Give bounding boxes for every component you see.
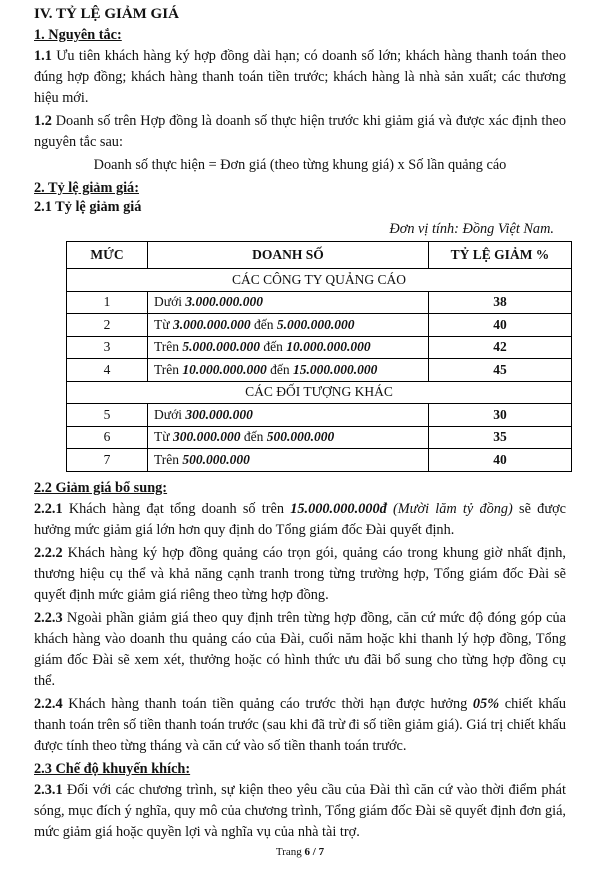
revenue-amount-to: 500.000.000 bbox=[266, 429, 335, 445]
table-body bbox=[67, 269, 572, 472]
paragraph-1-1 bbox=[34, 46, 566, 109]
para-text: Ưu tiên khách hàng ký hợp đồng dài hạn; có doanh số lớn; khách hàng thanh toán theo đúng hợp đồng; khách hàng thanh toán tiền trước; khách hàng là nhà sản xuất; các thương hiệu mới. bbox=[34, 48, 566, 106]
paragraph-2-2-4 bbox=[34, 694, 566, 757]
para-number: 2.2.3 bbox=[34, 609, 63, 626]
para-number: 2.3.1 bbox=[34, 781, 63, 798]
revenue-cell bbox=[148, 359, 429, 382]
document-page bbox=[34, 6, 566, 845]
discount-table bbox=[66, 241, 572, 472]
revenue-prefix: Trên bbox=[154, 339, 183, 355]
paragraph-2-2-2 bbox=[34, 543, 566, 606]
table-row bbox=[67, 314, 572, 337]
revenue-prefix: Từ bbox=[154, 316, 173, 332]
revenue-cell bbox=[148, 426, 429, 449]
level-cell: 1 bbox=[67, 291, 148, 314]
revenue-formula: Doanh số thực hiện = Đơn giá (theo từng khung giá) x Số lần quảng cáo bbox=[93, 157, 507, 173]
group-other-clients: CÁC ĐỐI TƯỢNG KHÁC bbox=[67, 381, 572, 404]
revenue-amount-from: 3.000.000.000 bbox=[172, 316, 251, 332]
amount-text: 15.000.000.000đ bbox=[290, 500, 387, 517]
para-number: 1.1 bbox=[34, 48, 52, 64]
rate-cell: 40 bbox=[429, 449, 572, 472]
revenue-amount-from: 3.000.000.000 bbox=[185, 294, 263, 310]
revenue-prefix: Từ bbox=[154, 429, 173, 445]
revenue-connector: đến bbox=[266, 361, 294, 377]
page-number: 6 / 7 bbox=[304, 846, 325, 858]
para-text: Đối với các chương trình, sự kiện theo yêu cầu của Đài thì căn cứ vào thời điểm phát sóng, mục đích ý nghĩa, quy mô của chương trình, Tổng giám đốc Đài sẽ quyết định đơn giá, mức giảm giá hoặc quyền lợi và nghĩa vụ của nhà tài trợ. bbox=[34, 781, 566, 840]
paragraph-2-2-3 bbox=[34, 608, 566, 692]
paragraph-1-2 bbox=[34, 111, 566, 153]
rate-cell: 38 bbox=[429, 291, 572, 314]
level-cell: 6 bbox=[67, 426, 148, 449]
revenue-amount-to: 5.000.000.000 bbox=[276, 316, 355, 332]
level-cell: 3 bbox=[67, 336, 148, 359]
revenue-cell bbox=[148, 449, 429, 472]
rate-cell: 42 bbox=[429, 336, 572, 359]
table-header-row bbox=[67, 242, 572, 269]
revenue-amount-to: 10.000.000.000 bbox=[286, 339, 371, 355]
level-cell: 2 bbox=[67, 314, 148, 337]
revenue-connector: đến bbox=[260, 339, 287, 355]
group-ad-companies: CÁC CÔNG TY QUẢNG CÁO bbox=[67, 269, 572, 292]
page-footer bbox=[0, 846, 600, 858]
para-number: 2.2.4 bbox=[34, 695, 63, 712]
table-row bbox=[67, 336, 572, 359]
group-row bbox=[67, 381, 572, 404]
para-number: 2.2.1 bbox=[34, 500, 63, 517]
discount-rate-subheading: 2.1 Tỷ lệ giảm giá bbox=[34, 199, 142, 215]
revenue-prefix: Trên bbox=[154, 451, 183, 467]
revenue-amount-from: 300.000.000 bbox=[185, 406, 253, 422]
section-title: IV. TỶ LỆ GIẢM GIÁ bbox=[34, 6, 179, 22]
revenue-cell bbox=[148, 404, 429, 427]
group-row bbox=[67, 269, 572, 292]
para-text: chiết khấu thanh toán trên số tiền thanh toán trước (sau khi đã trừ đi số tiền giảm giá). Giá trị chiết khấu được tính theo từng tháng và căn cứ vào số tiền thanh toán trước. bbox=[34, 695, 566, 754]
para-text: sẽ được hưởng mức giảm giá lớn hơn quy định do Tổng giám đốc Đài quyết định. bbox=[34, 500, 566, 538]
page-label: Trang bbox=[275, 846, 305, 858]
discount-percent: 05% bbox=[472, 695, 500, 712]
col-header-revenue: DOANH SỐ bbox=[148, 242, 429, 269]
principles-heading: 1. Nguyên tắc: bbox=[34, 27, 122, 43]
para-text: Khách hàng đạt tổng doanh số trên bbox=[62, 500, 291, 517]
col-header-rate: TỶ LỆ GIẢM % bbox=[429, 242, 572, 269]
revenue-connector: đến bbox=[240, 429, 267, 445]
additional-discount-heading: 2.2 Giảm giá bổ sung: bbox=[34, 479, 168, 496]
para-text: Khách hàng ký hợp đồng quảng cáo trọn gói, quảng cáo trong khung giờ nhất định, thương hiệu cụ thể và khả năng cạnh tranh trong từng trường hợp, Tổng giám đốc Đài sẽ quyết định mức giảm giá riêng theo từng hợp đồng. bbox=[34, 544, 566, 603]
level-cell: 5 bbox=[67, 404, 148, 427]
paragraph-2-3-1 bbox=[34, 780, 566, 843]
table-row bbox=[67, 359, 572, 382]
incentive-heading: 2.3 Chế độ khuyến khích: bbox=[34, 760, 191, 777]
discount-rate-heading: 2. Tỷ lệ giảm giá: bbox=[34, 180, 139, 196]
para-text: Khách hàng thanh toán tiền quảng cáo trước thời hạn được hưởng bbox=[62, 695, 473, 712]
revenue-cell bbox=[148, 314, 429, 337]
level-cell: 7 bbox=[67, 449, 148, 472]
revenue-prefix: Trên bbox=[154, 361, 183, 377]
revenue-amount-from: 10.000.000.000 bbox=[182, 361, 267, 377]
table-row bbox=[67, 449, 572, 472]
rate-cell: 45 bbox=[429, 359, 572, 382]
rate-cell: 30 bbox=[429, 404, 572, 427]
para-number: 1.2 bbox=[34, 113, 52, 129]
revenue-prefix: Dưới bbox=[154, 406, 186, 422]
para-text: Doanh số trên Hợp đồng là doanh số thực hiện trước khi giảm giá và được xác định theo nguyên tắc sau: bbox=[34, 113, 567, 150]
rate-cell: 35 bbox=[429, 426, 572, 449]
revenue-connector: đến bbox=[250, 316, 277, 332]
revenue-amount-from: 300.000.000 bbox=[172, 429, 241, 445]
table-row bbox=[67, 404, 572, 427]
para-text: Ngoài phần giảm giá theo quy định trên từng hợp đồng, căn cứ mức độ đóng góp của khách hàng vào doanh thu quảng cáo của Đài, cuối năm hoặc khi thanh lý hợp đồng, Tổng giám đốc Đài sẽ xem xét, thưởng hoặc có hình thức ưu đãi bổ sung cho từng hợp đồng cụ thể. bbox=[34, 609, 566, 689]
amount-words: (Mười lăm tỷ đồng) bbox=[386, 500, 513, 517]
revenue-amount-to: 15.000.000.000 bbox=[293, 361, 378, 377]
para-number: 2.2.2 bbox=[34, 544, 63, 561]
revenue-prefix: Dưới bbox=[154, 294, 186, 310]
rate-cell: 40 bbox=[429, 314, 572, 337]
paragraph-2-2-1 bbox=[34, 499, 566, 541]
table-row bbox=[67, 291, 572, 314]
table-row bbox=[67, 426, 572, 449]
revenue-cell bbox=[148, 336, 429, 359]
revenue-amount-from: 5.000.000.000 bbox=[182, 339, 261, 355]
revenue-amount-from: 500.000.000 bbox=[182, 451, 250, 467]
revenue-cell bbox=[148, 291, 429, 314]
currency-unit-note: Đơn vị tính: Đồng Việt Nam. bbox=[389, 221, 554, 237]
level-cell: 4 bbox=[67, 359, 148, 382]
col-header-level: MỨC bbox=[67, 242, 148, 269]
